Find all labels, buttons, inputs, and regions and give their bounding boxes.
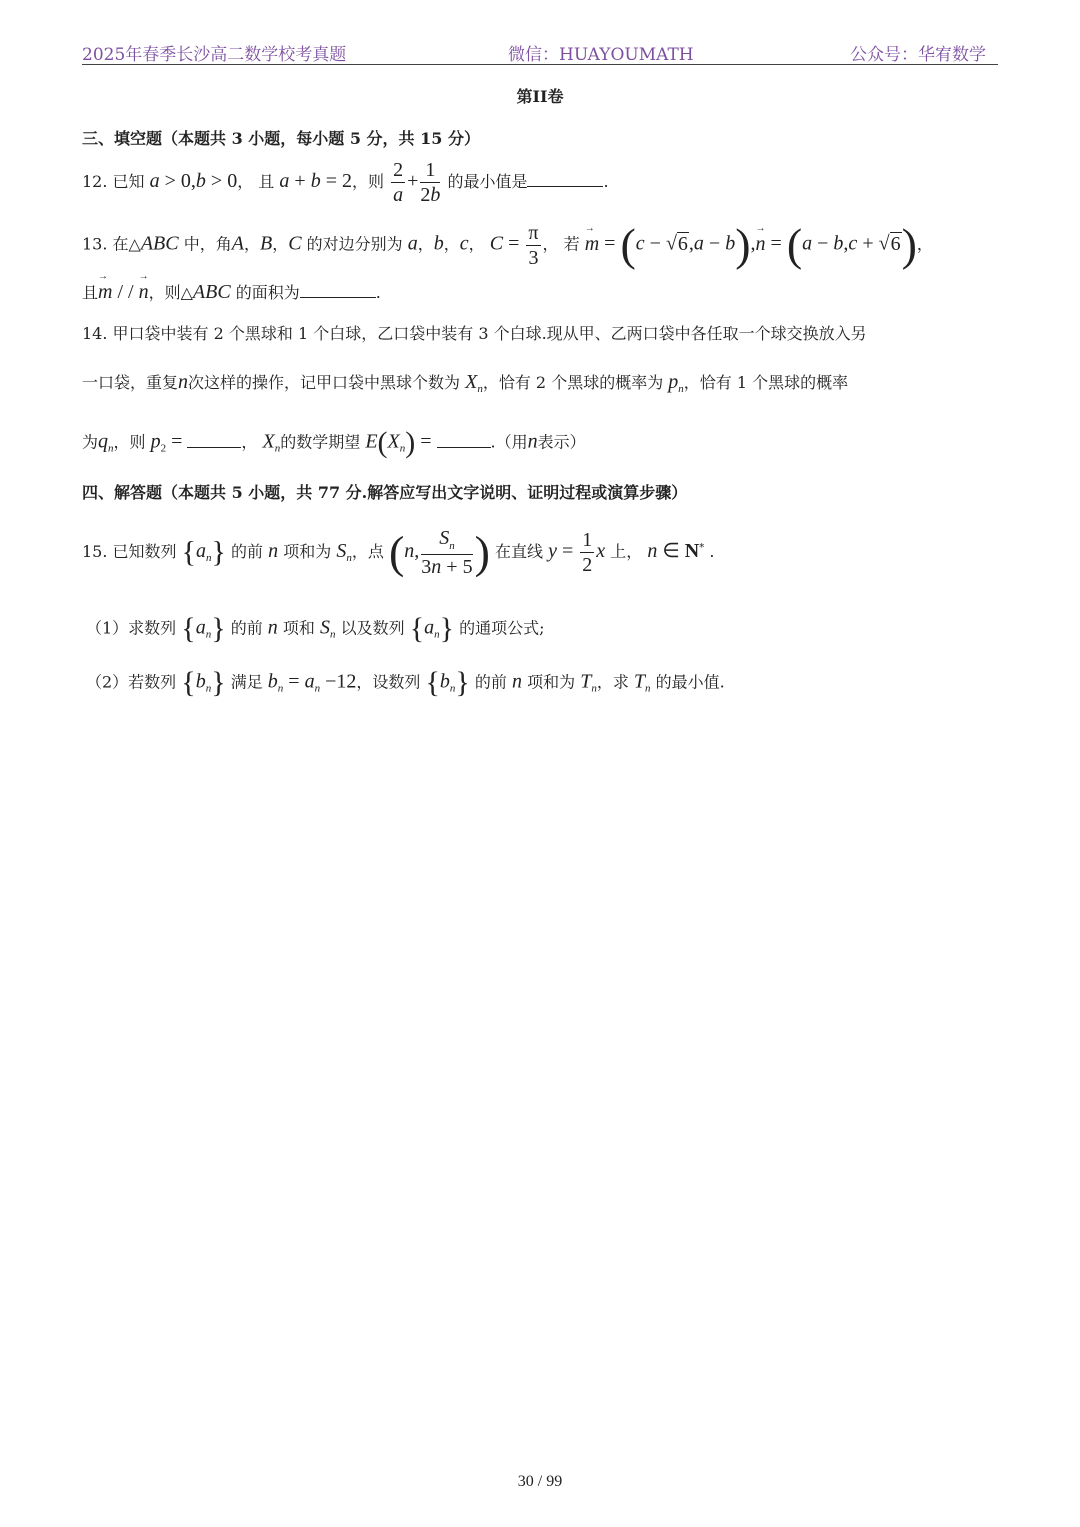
page-number: 30 / 99 [517,1473,563,1490]
question-14-line-3: 为$q_n$，则 $p_2$ = ， $X_n$的数学期望 $E(X_n)$ = .（用n表示） [82,426,586,459]
question-15-part-2: （2）若数列 $\{b_n\}$ 满足 $b_n = a_n -12$，设数列 $\{b_n\}$ 的前 n 项和为 $T_n$，求 $T_n$ 的最小值. [86,666,725,699]
question-14-line-2: 一口袋，重复n次这样的操作，记甲口袋中黑球个数为 $X_n$，恰有 2 个黑球的概率为 $p_n$，恰有 1 个黑球的概率 [82,371,849,396]
page-header [82,36,998,65]
volume-title: 第II卷 [516,87,564,106]
header-wechat: 微信：HUAYOUMATH [508,45,694,65]
section-answer-heading: 四、解答题（本题共 5 小题，共 77 分.解答应写出文字说明、证明过程或演算步骤） [82,483,688,502]
header-public-account: 公众号：华宥数学 [850,45,986,65]
question-12: 12. 已知 a > 0,b > 0， 且 a + b = 2，则 $\frac{2}{a}$ + $\frac{1}{2b}$ 的最小值是 . [82,159,609,206]
question-13: 13. 在△ABC 中，角A，B，C 的对边分别为 a，b，c， C = $\frac{\pi}{3}$ ， 若 → m = (c − √6,a − b),→ n = (a − b,c + √6)， [82,222,933,268]
section-fill-blank-heading: 三、填空题（本题共 3 小题，每小题 5 分，共 15 分） [82,129,480,148]
question-15-part-1: （1）求数列 $\{a_n\}$ 的前 n 项和 $S_n$ 以及数列 $\{a_n\}$ 的通项公式; [86,612,545,645]
header-left: 2025年春季长沙高二数学校考真题 [82,45,347,65]
question-15: 15. 已知数列 $\{a_n\}$ 的前 n 项和为 $S_n$，点 (n, $\frac{S_n}{3n + 5}$ ) 在直线 y = $\frac{1}{2}$ x 上， n ∈ N* . [82,526,715,578]
question-13-line-2: 且→ m / / → n，则△ABC 的面积为 . [82,282,381,302]
question-14: 14. 甲口袋中装有 2 个黑球和 1 个白球，乙口袋中装有 3 个白球.现从甲、乙两口袋中各任取一个球交换放入另 [82,324,867,343]
